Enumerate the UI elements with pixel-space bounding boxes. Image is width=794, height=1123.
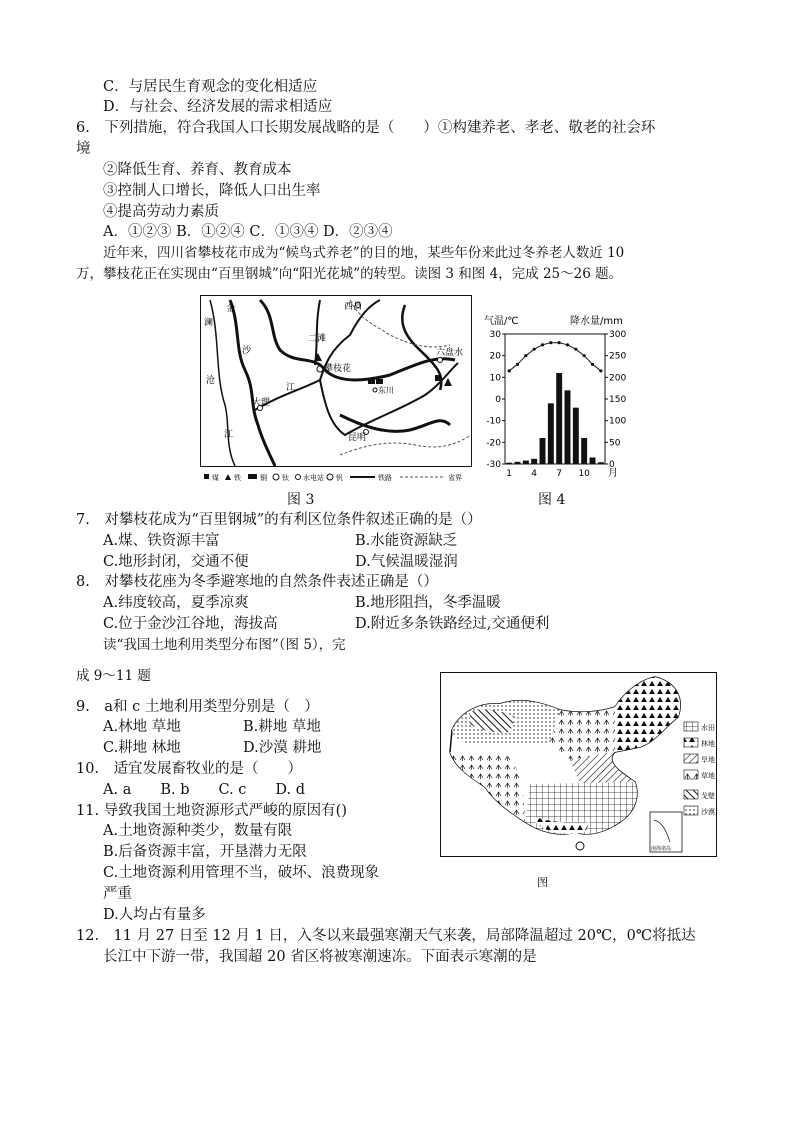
temperature-point — [574, 348, 577, 351]
legend-province-border: 省界 — [448, 474, 462, 482]
temperature-point — [541, 343, 544, 346]
label-kunming: 昆明 — [348, 433, 367, 443]
legend-dryland: 旱地 — [701, 756, 715, 764]
legend-paddy: 水田 — [701, 724, 715, 732]
q7-option-d: D.气候温暖湿润 — [355, 554, 458, 570]
q6-options: A．①②③ B．①②④ C．①③④ D．②③④ — [103, 224, 393, 240]
legend-coal: 煤 — [212, 474, 219, 482]
label-jiang: 江 — [286, 383, 296, 393]
q10-stem: 10. 适宜发展畜牧业的是（ ） — [76, 761, 303, 777]
left-tick-label: 0 — [495, 395, 501, 405]
q10-options: A. a B. b C. c D. d — [103, 782, 306, 798]
q11-option-c-continued: 严重 — [103, 886, 132, 902]
legend-railway: 铁路 — [378, 474, 392, 482]
q8-option-d: D.附近多条铁路经过,交通便利 — [355, 616, 550, 632]
q8-option-a: A.纬度较高，夏季凉爽 — [103, 595, 249, 611]
figure-5-caption: 图 — [537, 876, 548, 889]
figure-3-caption: 图 3 — [287, 492, 315, 508]
precipitation-bars — [506, 373, 604, 464]
q6-stem: 6. 下列措施，符合我国人口长期发展战略的是（ ）①构建养老、孝老、敬老的社会环 — [76, 120, 656, 136]
q6-stem-continued: 境 — [76, 141, 91, 157]
right-tick-label: 300 — [609, 330, 627, 340]
figure-4-climate-chart — [480, 312, 630, 482]
precipitation-bar — [573, 408, 579, 464]
figure-3-map — [200, 295, 472, 485]
precipitation-bar — [515, 462, 521, 464]
q9-option-a: A.林地 草地 — [103, 719, 181, 735]
temperature-point — [549, 341, 552, 344]
label-xichang: 西昌 — [344, 302, 363, 312]
label-liupanshui: 六盘水 — [436, 348, 464, 358]
left-tick-label: -30 — [486, 460, 501, 470]
temperature-point — [599, 369, 602, 372]
q8-stem: 8. 对攀枝花座为冬季避寒地的自然条件表述正确是（） — [76, 574, 438, 590]
legend-titanium: 钛 — [282, 474, 289, 482]
right-tick-label: 150 — [609, 395, 627, 405]
figure-4-caption: 图 4 — [538, 492, 566, 508]
x-tick-label: 10 — [578, 469, 590, 479]
legend-hydropower: 水电站 — [303, 474, 324, 482]
precipitation-bar — [565, 390, 571, 464]
precipitation-bar — [523, 461, 529, 464]
q11-option-b: B.后备资源丰富，开垦潜力无限 — [103, 844, 307, 860]
right-tick-label: 250 — [609, 351, 627, 362]
x-tick-label: 7 — [556, 469, 563, 479]
left-tick-label: -20 — [486, 438, 501, 449]
q11-option-c: C.土地资源利用管理不当，破坏、浪费现象 — [103, 865, 380, 881]
q8-option-c: C.位于金沙江谷地，海拔高 — [103, 616, 278, 632]
passage-2-line-2: 成 9～11 题 — [76, 668, 151, 684]
q9-option-c: C.耕地 林地 — [103, 740, 181, 756]
x-tick-label: 4 — [531, 469, 538, 479]
q8-option-b: B.地形阻挡，冬季温暖 — [355, 595, 501, 611]
label-panzhihua: 攀枝花 — [324, 364, 352, 374]
passage-1-line-2: 万，攀枝花正在实现由“百里钢城”向“阳光花城”的转型。读图 3 和图 4，完成 25～26 题。 — [76, 266, 623, 282]
figure-3-legend — [204, 473, 462, 482]
chart-plot-frame — [505, 334, 605, 464]
precipitation-bar — [540, 438, 546, 464]
precipitation-bar — [506, 463, 512, 464]
q5-option-c: C．与居民生育观念的变化相适应 — [103, 79, 318, 95]
x-axis-ticks — [506, 469, 590, 479]
x-tick-label: 1 — [506, 469, 513, 479]
q7-option-c: C.地形封闭，交通不便 — [103, 554, 249, 570]
label-jin: 金 — [226, 304, 236, 314]
temperature-point — [508, 369, 511, 372]
right-axis-ticks — [605, 330, 626, 470]
temperature-point — [533, 348, 536, 351]
passage-2-line-1: 读“我国土地利用类型分布图”（图 5），完 — [103, 637, 346, 653]
right-tick-label: 50 — [609, 438, 621, 449]
left-axis-title: 气温/℃ — [484, 316, 519, 327]
q7-option-a: A.煤、铁资源丰富 — [103, 533, 220, 549]
legend-vanadium: 钒 — [336, 474, 343, 482]
right-axis-title: 降水量/mm — [570, 316, 623, 327]
q11-option-a: A.土地资源种类少，数量有限 — [103, 823, 293, 839]
q6-item-3: ③控制人口增长，降低人口出生率 — [103, 183, 321, 199]
q6-item-4: ④提高劳动力素质 — [103, 204, 219, 220]
left-axis-ticks — [486, 330, 505, 470]
legend-iron: 铁 — [234, 474, 241, 482]
q12-line-2: 长江中下游一带，我国超 20 省区将被寒潮速冻。下面表示寒潮的是 — [103, 949, 537, 965]
temperature-point — [524, 354, 527, 357]
inset-label: 南海诸岛 — [651, 846, 672, 852]
legend-gobi: 戈壁 — [701, 792, 715, 800]
q11-stem: 11. 导致我国土地资源形式严峻的原因有() — [76, 803, 347, 819]
q7-option-b: B.水能资源缺乏 — [355, 533, 458, 549]
q9-option-b: B.耕地 草地 — [243, 719, 321, 735]
precipitation-bar — [590, 458, 596, 465]
temperature-points — [508, 341, 603, 372]
right-tick-label: 100 — [609, 416, 627, 427]
precipitation-bar — [598, 462, 604, 464]
label-dali: 大理 — [252, 398, 271, 408]
left-tick-label: 30 — [489, 330, 501, 340]
q6-item-2: ②降低生育、养育、教育成本 — [103, 162, 292, 178]
left-tick-label: -10 — [486, 416, 501, 427]
temperature-point — [583, 354, 586, 357]
right-tick-label: 200 — [609, 373, 627, 384]
q9-option-d: D.沙漠 耕地 — [243, 740, 322, 756]
temperature-point — [558, 341, 561, 344]
precipitation-bar — [556, 373, 562, 464]
figure-5-land-use-map — [440, 672, 717, 857]
right-tick-label: 0 — [609, 460, 615, 470]
legend-grassland: 草地 — [701, 772, 715, 780]
passage-1-line-1: 近年来，四川省攀枝花市成为“候鸟式养老”的目的地，某些年份来此过冬养老人数近 10 — [103, 245, 625, 261]
x-axis-unit: 月 — [608, 468, 618, 479]
label-sha: 沙 — [242, 346, 252, 356]
left-tick-label: 10 — [489, 373, 501, 384]
q11-option-d: D.人均占有量多 — [103, 907, 206, 923]
temperature-point — [591, 363, 594, 366]
q9-stem: 9. a和 c 土地利用类型分别是（ ） — [76, 699, 319, 715]
precipitation-bar — [548, 403, 554, 464]
q7-stem: 7. 对攀枝花成为“百里钢城”的有利区位条件叙述正确的是（） — [76, 512, 482, 528]
precipitation-bar — [581, 438, 587, 464]
q12-line-1: 12. 11 月 27 日至 12 月 1 日，入冬以来最强寒潮天气来袭，局部降温超过 20℃，0℃将抵达 — [76, 928, 696, 944]
temperature-point — [516, 363, 519, 366]
temperature-line — [509, 343, 601, 371]
left-tick-label: 20 — [489, 351, 501, 362]
label-dongchuan: 东川 — [378, 386, 394, 395]
label-cang: 沧 — [206, 376, 216, 386]
legend-desert: 沙漠 — [701, 808, 715, 816]
legend-forest: 林地 — [701, 740, 715, 748]
label-lan: 澜 — [204, 318, 214, 328]
q5-option-d: D．与社会、经济发展的需求相适应 — [103, 99, 333, 115]
legend-copper: 铜 — [260, 474, 267, 482]
precipitation-bar — [531, 459, 537, 464]
temperature-point — [566, 343, 569, 346]
label-ertan: 二滩 — [308, 334, 327, 344]
label-jiang-2: 江 — [224, 430, 234, 440]
